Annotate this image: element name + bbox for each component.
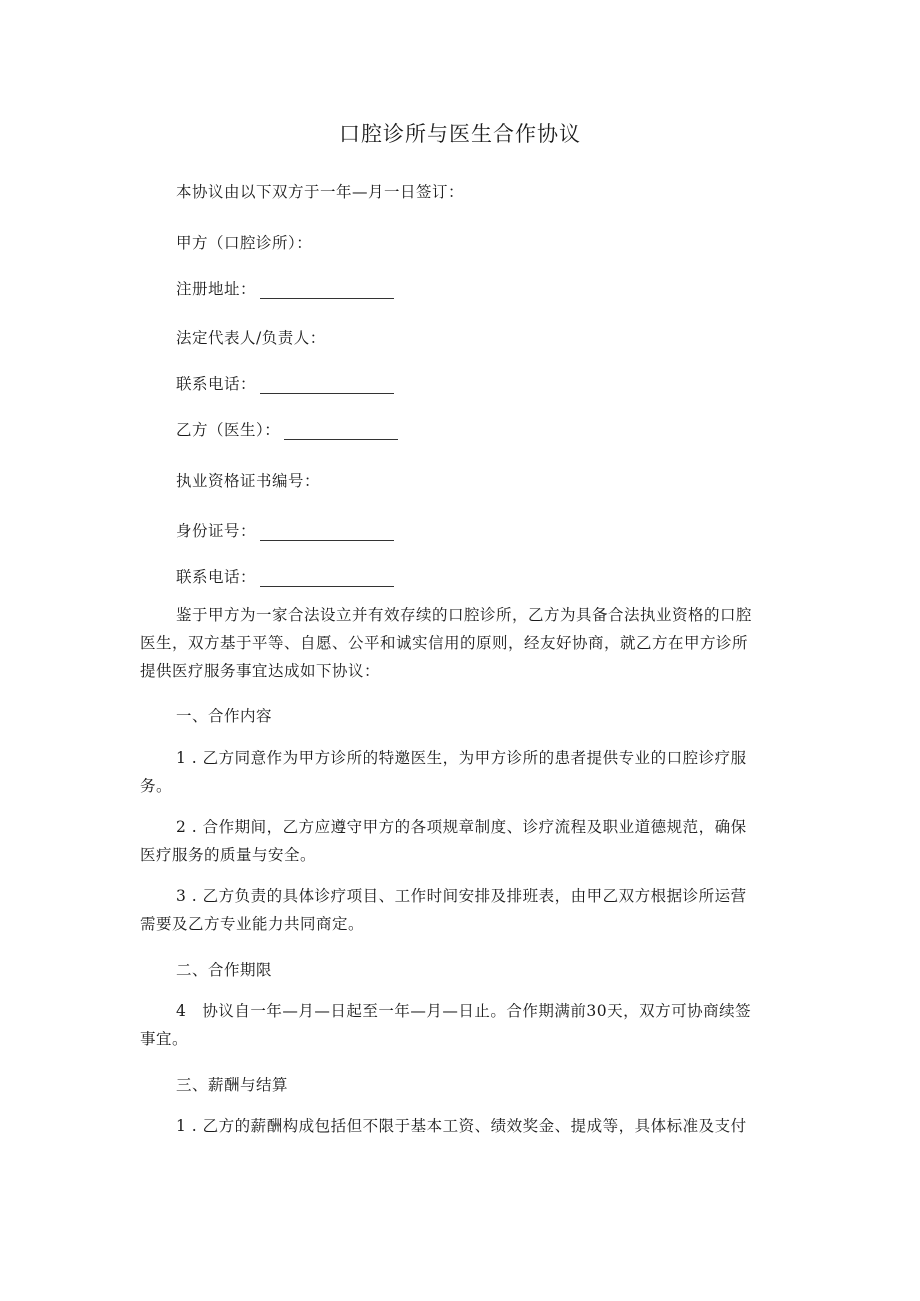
intro-line: 本协议由以下双方于一年—月一日签订：: [176, 183, 465, 201]
party-b-id-row: [176, 519, 394, 541]
section-3-item-1: [140, 1112, 788, 1140]
item-line: 2 . 合作期间，乙方应遵守甲方的各项规章制度、诊疗流程及职业道德规范，确保: [176, 818, 747, 836]
item-line: 4 协议自一年—月—日起至一年—月—日止。合作期满前30天，双方可协商续签: [176, 1002, 752, 1020]
party-b-id-field[interactable]: [260, 524, 394, 541]
section-2-heading: 二、合作期限: [176, 961, 273, 979]
party-b-name-field[interactable]: [284, 423, 398, 440]
item-line: 务。: [140, 777, 173, 795]
item-line: 1 . 乙方同意作为甲方诊所的特邀医生，为甲方诊所的患者提供专业的口腔诊疗服: [176, 749, 747, 767]
section-1-item-2: [140, 813, 788, 869]
preamble-line: 医生，双方基于平等、自愿、公平和诚实信用的原则，经友好协商，就乙方在甲方诊所: [140, 634, 749, 652]
party-a-rep-label: 法定代表人/负责人：: [176, 329, 326, 347]
preamble-line: 鉴于甲方为一家合法设立并有效存续的口腔诊所，乙方为具备合法执业资格的口腔: [176, 606, 753, 624]
preamble-line: 提供医疗服务事宜达成如下协议：: [140, 662, 381, 680]
section-2-item-4: [140, 997, 788, 1053]
section-3-heading: 三、薪酬与结算: [176, 1076, 289, 1094]
party-a-address-label: 注册地址：: [176, 280, 257, 298]
party-b-row: [176, 418, 398, 440]
item-line: 事宜。: [140, 1030, 189, 1048]
party-b-phone-row: [176, 565, 394, 587]
party-b-id-label: 身份证号：: [176, 522, 257, 540]
item-line: 医疗服务的质量与安全。: [140, 846, 317, 864]
item-line: 需要及乙方专业能力共同商定。: [140, 915, 365, 933]
item-line: 3 . 乙方负责的具体诊疗项目、工作时间安排及排班表，由甲乙双方根据诊所运营: [176, 887, 747, 905]
section-1-heading: 一、合作内容: [176, 707, 273, 725]
document-title: 口腔诊所与医生合作协议: [339, 122, 581, 146]
party-a-address-row: [176, 277, 394, 299]
preamble-paragraph: [140, 601, 788, 685]
party-a-address-field[interactable]: [260, 282, 394, 299]
party-b-phone-label: 联系电话：: [176, 568, 257, 586]
party-a-phone-field[interactable]: [260, 377, 394, 394]
section-1-item-1: [140, 744, 788, 800]
party-a-label: 甲方（口腔诊所）：: [176, 234, 313, 252]
party-a-phone-row: [176, 372, 394, 394]
party-a-phone-label: 联系电话：: [176, 375, 257, 393]
section-1-item-3: [140, 882, 788, 938]
party-b-cert-label: 执业资格证书编号：: [176, 472, 321, 490]
party-b-label: 乙方（医生）：: [176, 421, 281, 439]
party-b-phone-field[interactable]: [260, 570, 394, 587]
item-line: 1 . 乙方的薪酬构成包括但不限于基本工资、绩效奖金、提成等，具体标准及支付: [176, 1117, 747, 1135]
